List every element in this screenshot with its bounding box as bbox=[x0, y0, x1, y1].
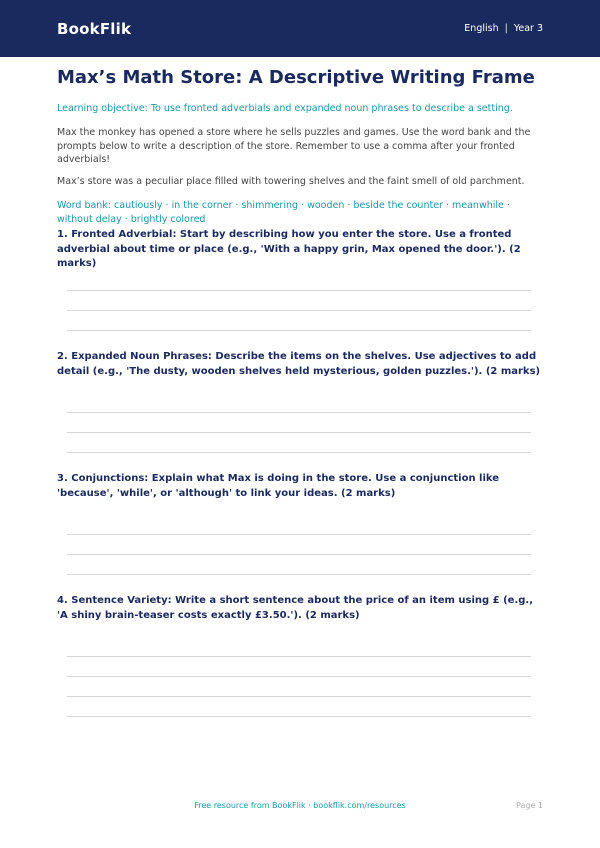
question-1-answer-area[interactable] bbox=[57, 290, 543, 340]
subject-meta bbox=[464, 23, 543, 34]
question-3-prompt: 3. Conjunctions: Explain what Max is doing in the store. Use a conjunction like 'because', 'while', or 'although' to link your ideas. (2 marks) bbox=[57, 473, 500, 499]
question-2-prompt: 2. Expanded Noun Phrases: Describe the items on the shelves. Use adjectives to add detail (e.g., 'The dusty, wooden shelves held mysterious, golden puzzles.'). (2 marks) bbox=[57, 351, 541, 377]
answer-line[interactable] bbox=[67, 696, 531, 697]
question-2 bbox=[57, 350, 543, 379]
subject-label: English bbox=[464, 23, 499, 34]
year-label: Year 3 bbox=[513, 23, 543, 34]
page-title: Max’s Math Store: A Descriptive Writing Frame bbox=[57, 67, 535, 88]
intro-paragraph: Max the monkey has opened a store where he sells puzzles and games. Use the word bank and the prompts below to write a description of the store. Remember to use a comma after your fronted adverbials! bbox=[57, 127, 531, 165]
answer-line[interactable] bbox=[67, 452, 531, 453]
page-footer bbox=[0, 801, 600, 815]
header-bar bbox=[0, 0, 600, 57]
answer-line[interactable] bbox=[67, 310, 531, 311]
answer-line[interactable] bbox=[67, 716, 531, 717]
answer-line[interactable] bbox=[67, 432, 531, 433]
question-4-prompt: 4. Sentence Variety: Write a short sentence about the price of an item using £ (e.g., 'A shiny brain-teaser costs exactly £3.50.'). (2 marks) bbox=[57, 595, 534, 621]
question-2-answer-area[interactable] bbox=[57, 412, 543, 462]
word-bank: Word bank: cautiously · in the corner · shimmering · wooden · beside the counter · meanwhile · without delay · brightly colored bbox=[57, 200, 510, 225]
brand-logo: BookFlik bbox=[57, 19, 132, 38]
question-1 bbox=[57, 228, 543, 272]
answer-line[interactable] bbox=[67, 656, 531, 657]
answer-line[interactable] bbox=[67, 574, 531, 575]
page-number: Page 1 bbox=[516, 801, 543, 810]
question-4-answer-area[interactable] bbox=[57, 656, 543, 718]
answer-line[interactable] bbox=[67, 290, 531, 291]
worksheet-intro bbox=[57, 64, 543, 227]
question-3 bbox=[57, 472, 543, 501]
answer-line[interactable] bbox=[67, 330, 531, 331]
question-1-prompt: 1. Fronted Adverbial: Start by describing how you enter the store. Use a fronted adverbial about time or place (e.g., 'With a happy grin, Max opened the door.'). (2 marks) bbox=[57, 229, 521, 269]
answer-line[interactable] bbox=[67, 412, 531, 413]
answer-line[interactable] bbox=[67, 676, 531, 677]
opening-sentence: Max’s store was a peculiar place filled with towering shelves and the faint smell of old parchment. bbox=[57, 175, 525, 187]
footer-resource-link[interactable]: Free resource from BookFlik · bookflik.com/resources bbox=[194, 801, 406, 810]
answer-line[interactable] bbox=[67, 534, 531, 535]
question-4 bbox=[57, 594, 543, 623]
learning-objective: Learning objective: To use fronted adverbials and expanded noun phrases to describe a setting. bbox=[57, 103, 513, 114]
question-3-answer-area[interactable] bbox=[57, 534, 543, 584]
answer-line[interactable] bbox=[67, 554, 531, 555]
meta-separator: | bbox=[504, 23, 508, 34]
